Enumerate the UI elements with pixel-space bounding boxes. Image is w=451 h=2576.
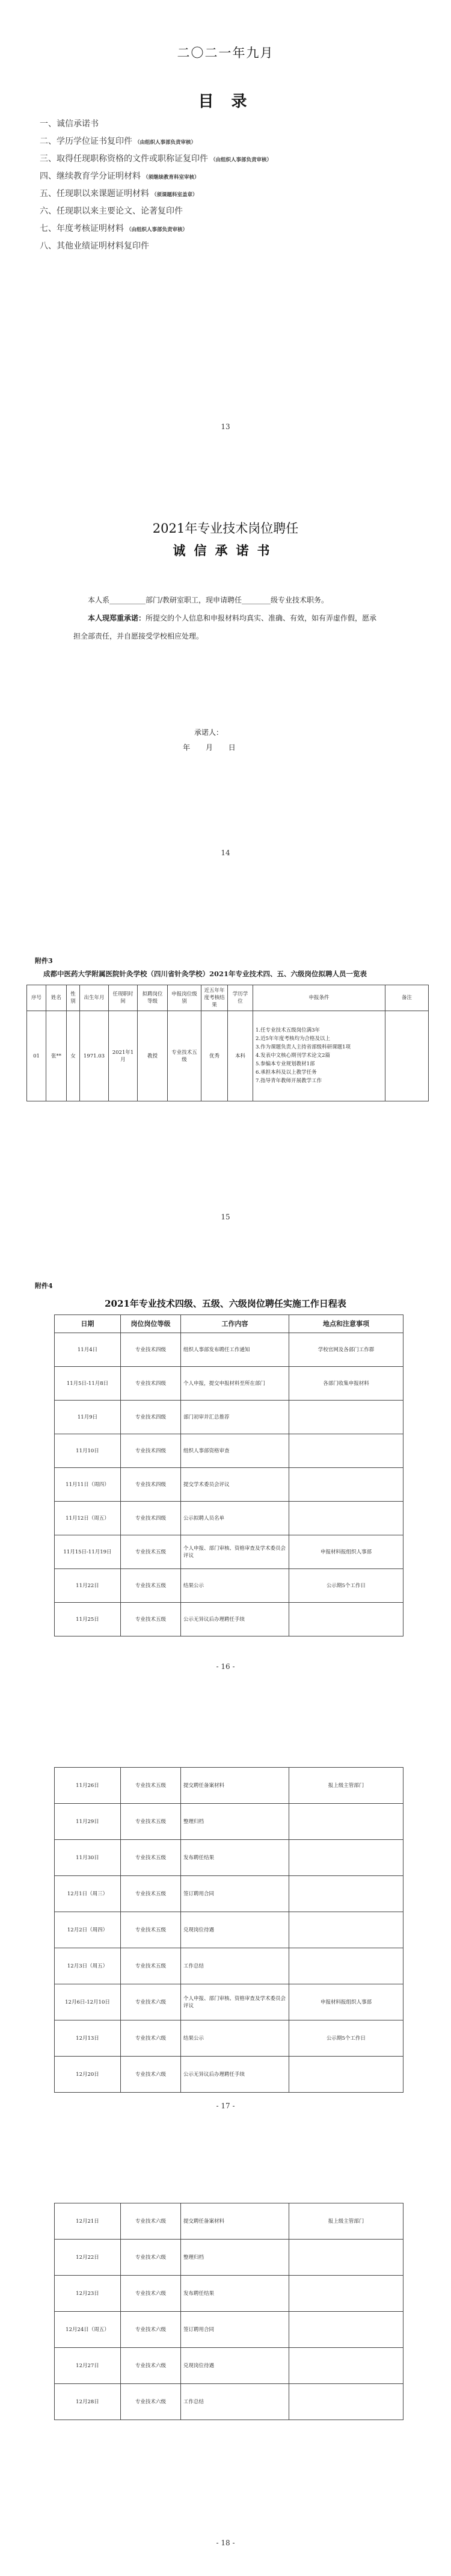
cell-note <box>289 2276 403 2312</box>
cell-level: 专业技术五级 <box>121 1603 181 1636</box>
cell-level: 专业技术六级 <box>121 2276 181 2312</box>
cell-appraisal: 优秀 <box>201 1011 228 1101</box>
cell-date: 12月13日 <box>55 2020 121 2057</box>
table-row <box>55 2057 403 2093</box>
cell-level: 专业技术六级 <box>121 2057 181 2093</box>
requirement-item: 3.作为课题负责人主持省部级科研课题1项 <box>256 1044 351 1050</box>
table-row <box>55 2312 403 2348</box>
cell-date: 11月25日 <box>55 1603 121 1636</box>
column-header: 工作内容 <box>181 1315 289 1333</box>
pledge-lead: 本人现郑重承诺： <box>88 614 146 622</box>
table-header-row <box>27 985 429 1011</box>
page-number: 14 <box>221 849 230 857</box>
toc-item <box>40 220 419 238</box>
column-header: 性别 <box>67 985 80 1011</box>
cell-current-since: 2021年1月 <box>109 1011 138 1101</box>
table-row <box>55 1434 403 1468</box>
requirement-item: 6.承担本科及以上教学任务 <box>256 1069 317 1076</box>
cell-level: 专业技术五级 <box>121 1840 181 1876</box>
annex-label: 附件3 <box>35 957 53 965</box>
schedule-table <box>54 2203 403 2420</box>
cell-level: 专业技术五级 <box>121 1948 181 1984</box>
cell-note <box>289 1948 403 1984</box>
cell-task: 组织人事部发布聘任工作通知 <box>181 1333 289 1367</box>
cell-task: 公示无异议后办理聘任手续 <box>181 2057 289 2093</box>
table-row <box>55 2020 403 2057</box>
toc-item-note: （由组织人事部负责审核） <box>135 140 197 146</box>
cell-date: 12月6日-12月10日 <box>55 1984 121 2020</box>
cell-remark <box>385 1011 429 1101</box>
column-header: 岗位岗位等级 <box>121 1315 181 1333</box>
requirement-item: 5.参编本专业规划教材1部 <box>256 1060 315 1067</box>
cell-level: 专业技术四级 <box>121 1333 181 1367</box>
cell-note: 申报材料报组织人事部 <box>289 1984 403 2020</box>
requirement-item: 2.近5年年度考核均为合格及以上 <box>256 1035 331 1042</box>
cell-task: 组织人事部资格审查 <box>181 1434 289 1468</box>
table-row <box>55 2203 403 2240</box>
cell-date: 12月21日 <box>55 2203 121 2240</box>
column-header: 姓名 <box>46 985 67 1011</box>
table-row <box>55 1367 403 1401</box>
cell-note: 公示期5个工作日 <box>289 2020 403 2057</box>
cell-task: 整理归档 <box>181 1804 289 1840</box>
cell-date: 12月22日 <box>55 2240 121 2276</box>
requirement-item: 7.指导青年教师开展教学工作 <box>256 1077 322 1084</box>
toc-item-text: 八、其他业绩证明材料复印件 <box>40 241 149 251</box>
cell-level: 专业技术六级 <box>121 2384 181 2420</box>
toc-item <box>40 133 419 150</box>
cell-task: 发布聘任结果 <box>181 2276 289 2312</box>
table-row <box>55 1912 403 1948</box>
cell-task: 个人申报、部门审核、资格审查及学术委员会评议 <box>181 1535 289 1569</box>
cell-note <box>289 1912 403 1948</box>
cell-level: 专业技术五级 <box>121 1912 181 1948</box>
table-row <box>55 1876 403 1912</box>
cell-task: 部门初审并汇总推荐 <box>181 1401 289 1434</box>
column-header: 地点和注意事项 <box>289 1315 403 1333</box>
cell-level: 专业技术六级 <box>121 2203 181 2240</box>
cell-date: 12月3日（周五） <box>55 1948 121 1984</box>
cell-degree: 本科 <box>228 1011 253 1101</box>
cell-task: 公示拟聘人员名单 <box>181 1502 289 1535</box>
cell-task: 发布聘任结果 <box>181 1840 289 1876</box>
cell-applied-level: 专业技术五级 <box>168 1011 201 1101</box>
cover-date: 二〇二一年九月 <box>177 46 274 60</box>
page-number: 15 <box>221 1213 230 1221</box>
cell-note <box>289 1603 403 1636</box>
toc-item <box>40 150 419 168</box>
page-number: - 16 - <box>216 1662 235 1671</box>
cell-date: 11月9日 <box>55 1401 121 1434</box>
table-row <box>55 1768 403 1804</box>
table-row <box>55 1535 403 1569</box>
pledge-subtitle: 诚信承诺书 <box>173 543 278 558</box>
table-row <box>55 1804 403 1840</box>
table-row <box>55 2348 403 2384</box>
table-row <box>55 2384 403 2420</box>
column-header: 拟聘岗位等级 <box>138 985 168 1011</box>
toc-item <box>40 168 419 185</box>
column-header: 日期 <box>55 1315 121 1333</box>
column-header: 申报条件 <box>253 985 385 1011</box>
cell-requirements <box>253 1011 385 1101</box>
requirement-item: 1.任专业技术五级岗位满3年 <box>256 1027 321 1033</box>
table-row <box>55 1948 403 1984</box>
cell-date: 11月29日 <box>55 1804 121 1840</box>
cell-date: 11月26日 <box>55 1768 121 1804</box>
cell-date: 12月27日 <box>55 2348 121 2384</box>
cell-level: 专业技术五级 <box>121 1804 181 1840</box>
cell-task: 签订聘用合同 <box>181 1876 289 1912</box>
table-header-row <box>55 1315 403 1333</box>
toc-item-note: （须课题科室盖章） <box>152 192 198 198</box>
cell-task: 整理归档 <box>181 2240 289 2276</box>
toc-item-text: 三、取得任现职称资格的文件或职称证复印件 <box>40 154 208 164</box>
cell-task: 工作总结 <box>181 2384 289 2420</box>
cell-date: 12月24日（周五） <box>55 2312 121 2348</box>
cell-birth: 1971.03 <box>80 1011 109 1101</box>
toc-list <box>40 116 419 255</box>
cell-note <box>289 1804 403 1840</box>
schedule-table <box>54 1314 403 1636</box>
table-row <box>55 1984 403 2020</box>
cell-task: 提交学术委员会评议 <box>181 1468 289 1502</box>
cell-note: 申报材料报组织人事部 <box>289 1535 403 1569</box>
cell-note <box>289 1840 403 1876</box>
cell-task: 个人申报、部门审核、资格审查及学术委员会评议 <box>181 1984 289 2020</box>
cell-name: 张** <box>46 1011 67 1101</box>
cell-no: 01 <box>27 1011 46 1101</box>
pledge-paragraph <box>73 609 380 645</box>
signer-label: 承诺人： <box>194 728 223 737</box>
cell-note: 各部门收集申报材料 <box>289 1367 403 1401</box>
toc-title: 目 录 <box>198 93 253 111</box>
cell-date: 12月2日（周四） <box>55 1912 121 1948</box>
table-row <box>55 2240 403 2276</box>
cell-level: 专业技术六级 <box>121 2312 181 2348</box>
column-header: 出生年月 <box>80 985 109 1011</box>
cell-note <box>289 1502 403 1535</box>
cell-level: 专业技术六级 <box>121 1984 181 2020</box>
cell-note <box>289 2240 403 2276</box>
cell-task: 兑现岗位待遇 <box>181 1912 289 1948</box>
toc-item-note: （须继续教育科室审核） <box>143 175 200 181</box>
column-header: 学历学位 <box>228 985 253 1011</box>
cell-date: 12月1日（周三） <box>55 1876 121 1912</box>
cell-level: 专业技术四级 <box>121 1434 181 1468</box>
pledge-text: 所提交的个人信息和申报材料均真实、准确、有效，如有弄虚作假，愿承担全部责任，并自愿接受学校相应处理。 <box>73 614 377 640</box>
table-row <box>55 1401 403 1434</box>
cell-level: 专业技术五级 <box>121 1535 181 1569</box>
table-row <box>55 1569 403 1603</box>
cell-gender: 女 <box>67 1011 80 1101</box>
page-number: 13 <box>221 423 230 431</box>
cell-date: 11月10日 <box>55 1434 121 1468</box>
cell-level: 专业技术六级 <box>121 2240 181 2276</box>
cell-task: 提交聘任备案材料 <box>181 1768 289 1804</box>
toc-item-text: 七、年度考核证明材料 <box>40 224 124 234</box>
cell-task: 兑现岗位待遇 <box>181 2348 289 2384</box>
toc-item-text: 五、任现职以来课题证明材料 <box>40 189 149 199</box>
cell-level: 专业技术五级 <box>121 1768 181 1804</box>
cell-level: 专业技术四级 <box>121 1367 181 1401</box>
pledge-body <box>73 591 380 645</box>
sign-date: 年 月 日 <box>183 743 236 752</box>
cell-date: 12月23日 <box>55 2276 121 2312</box>
cell-note: 报上级主管部门 <box>289 2203 403 2240</box>
page-number: - 18 - <box>216 2539 235 2547</box>
cell-date: 11月22日 <box>55 1569 121 1603</box>
cell-date: 11月15日-11月19日 <box>55 1535 121 1569</box>
table-row <box>27 1011 429 1101</box>
toc-item <box>40 116 419 133</box>
annex-title: 2021年专业技术四级、五级、六级岗位聘任实施工作日程表 <box>105 1298 346 1309</box>
schedule-table <box>54 1767 403 2093</box>
cell-level: 专业技术六级 <box>121 2020 181 2057</box>
cell-note <box>289 1401 403 1434</box>
cell-date: 11月5日-11月8日 <box>55 1367 121 1401</box>
cell-date: 11月12日（周五） <box>55 1502 121 1535</box>
cell-date: 12月20日 <box>55 2057 121 2093</box>
cell-task: 结果公示 <box>181 1569 289 1603</box>
pledge-paragraph: 本人系__________部门/教研室职工，现申请聘任________级专业技术职务。 <box>88 596 329 604</box>
pledge-title: 2021年专业技术岗位聘任 <box>152 521 299 536</box>
cell-date: 11月11日（周四） <box>55 1468 121 1502</box>
table-row <box>55 1603 403 1636</box>
column-header: 备注 <box>385 985 429 1011</box>
toc-item-note: （由组织人事部负责审核） <box>210 157 272 163</box>
table-row <box>55 1468 403 1502</box>
column-header: 任现职时间 <box>109 985 138 1011</box>
cell-date: 11月30日 <box>55 1840 121 1876</box>
cell-target-level: 教授 <box>138 1011 168 1101</box>
cell-task: 工作总结 <box>181 1948 289 1984</box>
cell-note: 学校官网及各部门工作群 <box>289 1333 403 1367</box>
cell-task: 个人申报，提交申报材料至所在部门 <box>181 1367 289 1401</box>
cell-task: 公示无异议后办理聘任手续 <box>181 1603 289 1636</box>
column-header: 序号 <box>27 985 46 1011</box>
cell-note <box>289 1468 403 1502</box>
column-header: 申报岗位级别 <box>168 985 201 1011</box>
toc-item-text: 六、任现职以来主要论文、论著复印件 <box>40 206 183 216</box>
cell-note <box>289 2384 403 2420</box>
cell-level: 专业技术五级 <box>121 1876 181 1912</box>
cell-level: 专业技术四级 <box>121 1502 181 1535</box>
cell-note <box>289 2312 403 2348</box>
toc-item-text: 一、诚信承诺书 <box>40 119 99 129</box>
table-row <box>55 1840 403 1876</box>
toc-item-text: 二、学历学位证书复印件 <box>40 137 132 146</box>
table-row <box>55 1333 403 1367</box>
cell-note <box>289 1876 403 1912</box>
column-header: 近五年年度考核结果 <box>201 985 228 1011</box>
cell-task: 提交聘任备案材料 <box>181 2203 289 2240</box>
cell-level: 专业技术四级 <box>121 1468 181 1502</box>
cell-date: 12月28日 <box>55 2384 121 2420</box>
candidate-table <box>26 985 429 1101</box>
cell-note <box>289 1434 403 1468</box>
table-row <box>55 1502 403 1535</box>
toc-item-note: （由组织人事部负责审核） <box>126 227 188 233</box>
table-row <box>55 2276 403 2312</box>
toc-item <box>40 185 419 203</box>
cell-task: 签订聘用合同 <box>181 2312 289 2348</box>
cell-note: 公示期5个工作日 <box>289 1569 403 1603</box>
cell-level: 专业技术五级 <box>121 1569 181 1603</box>
cell-level: 专业技术六级 <box>121 2348 181 2384</box>
annex-title: 成都中医药大学附属医院针灸学校（四川省针灸学校）2021年专业技术四、五、六级岗位拟聘人员一览表 <box>43 970 367 978</box>
toc-item-text: 四、继续教育学分证明材料 <box>40 172 141 181</box>
cell-level: 专业技术四级 <box>121 1401 181 1434</box>
cell-task: 结果公示 <box>181 2020 289 2057</box>
requirement-item: 4.发表中文核心期刊学术论文2篇 <box>256 1052 331 1059</box>
toc-item <box>40 203 419 220</box>
cell-date: 11月4日 <box>55 1333 121 1367</box>
page-number: - 17 - <box>216 2102 235 2110</box>
toc-item <box>40 238 419 255</box>
cell-note: 报上级主管部门 <box>289 1768 403 1804</box>
cell-note <box>289 2348 403 2384</box>
annex-label: 附件4 <box>35 1282 53 1290</box>
cell-note <box>289 2057 403 2093</box>
